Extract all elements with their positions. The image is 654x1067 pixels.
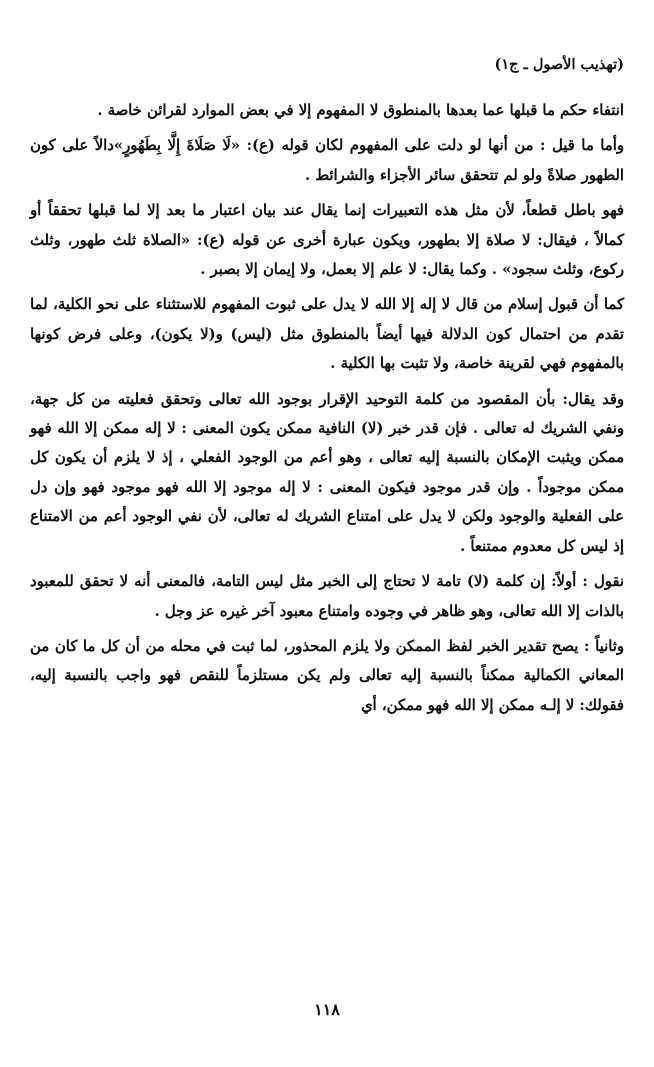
running-header: (تهذيب الأصول ـ ج١) <box>494 56 624 73</box>
paragraph-2: وأما ما قيل : من أنها لو دلت على المفهوم لكان قوله (ع): «لَا صَلَاةَ إِلَّا بِطَهُورٍ»دالاً على كون الطهور صلاةً ولو لم تتحقق سائر الأجزاء والشرائط . <box>30 137 624 184</box>
paragraph-1: انتفاء حكم ما قبلها عما بعدها بالمنطوق لا المفهوم إلا في بعض الموارد لقرائن خاصة . <box>97 102 624 119</box>
paragraph-3: فهو باطل قطعاً، لأن مثل هذه التعبيرات إنما يقال عند بيان اعتبار ما بعد إلا لما قبلها تحققاً أو كمالاً ، فيقال: لا صلاة إلا بطهور، ويكون عبارة أخرى عن قوله (ع): «الصلاة ثلث طهور، وثلث ركوع، وثلث سجود» . وكما يقال: لا علم إلا بعمل، ولا إيمان إلا بصبر . <box>30 202 624 279</box>
paragraph-6: نقول : أولاً: إن كلمة (لا) تامة لا تحتاج إلى الخبر مثل ليس التامة، فالمعنى أنه لا تحقق للمعبود بالذات إلا الله تعالى، وهو ظاهر في وجوده وامتناع معبود آخر غيره عز وجل . <box>30 573 624 620</box>
page-body <box>30 96 624 726</box>
paragraph-4: كما أن قبول إسلام من قال لا إله إلا الله لا يدل على ثبوت المفهوم للاستثناء على نحو الكلية، لما تقدم من احتمال كون الدلالة فيها أيضاً بالمنطوق مثل (ليس) و(لا يكون)، وعلى فرض كونها بالمفهوم فهي لقرينة خاصة، ولا تثبت بها الكلية . <box>30 296 624 373</box>
paragraph-7: وثانياً : يصح تقدير الخبر لفظ الممكن ولا يلزم المحذور، لما ثبت في محله من أن كل ما كان من المعاني الكمالية ممكناً بالنسبة إليه تعالى ولم يكن مستلزماً للنقص فهو واجب بالنسبة إليه، فقولك: لا إلـه ممكن إلا الله فهو ممكن، أي <box>30 637 624 714</box>
page-number: ١١٨ <box>314 1000 340 1019</box>
paragraph-5: وقد يقال: بأن المقصود من كلمة التوحيد الإقرار بوجود الله تعالى وتحقق فعليته من كل جهة، ونفي الشريك له تعالى . فإن قدر خبر (لا) النافية ممكن يكون المعنى : لا إله ممكن إلا الله فهو ممكن ويثبت الإمكان بالنسبة إليه تعالى ، وهو أعم من الوجود الفعلي ، إذ لا يلزم أن يكون كل ممكن موجوداً . وإن قدر موجود فيكون المعنى : لا إله موجود إلا الله فهو موجود فهو وإن دل على الفعلية والوجود ولكن لا يدل على امتناع الشريك له تعالى، لأن نفي الوجود أعم من الامتناع إذ ليس كل معدوم ممتنعاً . <box>30 390 624 555</box>
